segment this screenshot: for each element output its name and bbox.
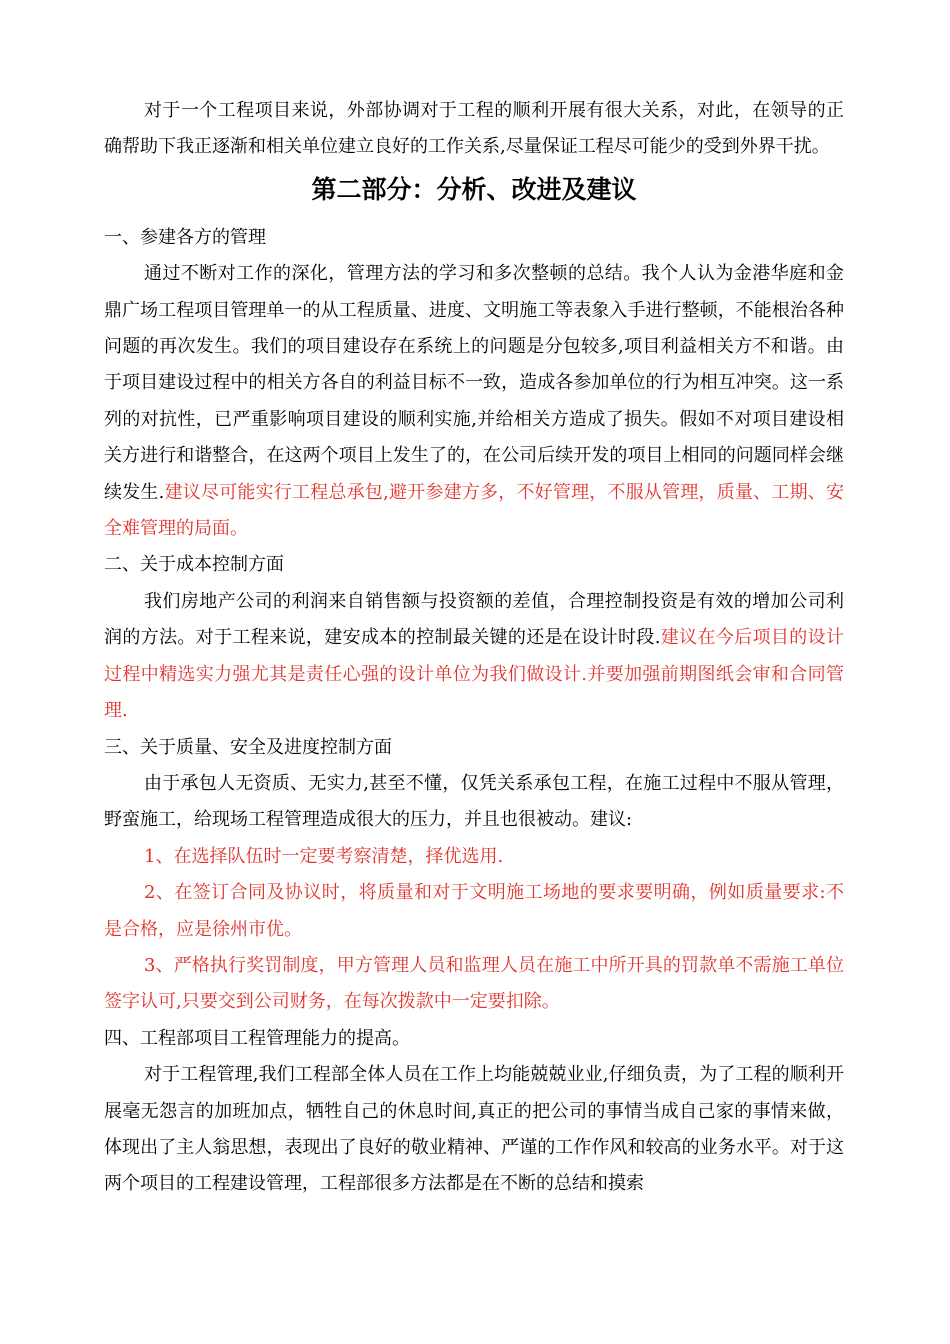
section-2-body: 我们房地产公司的利润来自销售额与投资额的差值，合理控制投资是有效的增加公司利润的方法。对于工程来说，建安成本的控制最关键的还是在设计时段. [104,590,844,649]
section-3-body: 由于承包人无资质、无实力,甚至不懂，仅凭关系承包工程，在施工过程中不服从管理，野蛮施工，给现场工程管理造成很大的压力，并且也很被动。建议: [104,772,844,831]
document-content [104,93,844,1203]
section-1-heading: 一、参建各方的管理 [104,226,266,248]
section-2-recommendation: 建议在今后项目的设计过程中精选实力强尤其是责任心强的设计单位为我们做设计.并要加强前期图纸会审和合同管理. [104,627,845,722]
part2-title: 第二部分：分析、改进及建议 [311,174,637,204]
section-3-item-1: 1、在选择队伍时一定要考察清楚，择优选用. [144,845,504,867]
section-4-heading: 四、工程部项目工程管理能力的提高。 [104,1027,410,1049]
section-2-heading: 二、关于成本控制方面 [104,554,284,576]
section-1-body: 通过不断对工作的深化，管理方法的学习和多次整顿的总结。我个人认为金港华庭和金鼎广场工程项目管理单一的从工程质量、进度、文明施工等表象入手进行整顿，不能根治各种问题的再次发生。我们的项目建设存在系统上的问题是分包较多,项目利益相关方不和谐。由于项目建设过程中的相关方各自的利益目标不一致，造成各参加单位的行为相互冲突。这一系列的对抗性，已严重影响项目建设的顺利实施,并给相关方造成了损失。假如不对项目建设相关方进行和谐整合，在这两个项目上发生了的，在公司后续开发的项目上相同的问题同样会继续发生. [104,263,844,503]
intro-paragraph: 对于一个工程项目来说，外部协调对于工程的顺利开展有很大关系，对此，在领导的正确帮助下我正逐渐和相关单位建立良好的工作关系,尽量保证工程尽可能少的受到外界干扰。 [104,100,844,158]
section-4-body: 对于工程管理,我们工程部全体人员在工作上均能兢兢业业,仔细负责，为了工程的顺利开展毫无怨言的加班加点，牺牲自己的休息时间,真正的把公司的事情当成自己家的事情来做，体现出了主人翁思想，表现出了良好的敬业精神、严谨的工作作风和较高的业务水平。对于这两个项目的工程建设管理，工程部很多方法都是在不断的总结和摸索 [104,1064,844,1195]
section-1-recommendation: 建议尽可能实行工程总承包,避开参建方多，不好管理，不服从管理，质量、工期、安全难管理的局面。 [104,481,844,540]
section-3-item-2: 2、在签订合同及协议时，将质量和对于文明施工场地的要求要明确，例如质量要求:不是合格，应是徐州市优。 [104,882,844,940]
section-3-item-3: 3、严格执行奖罚制度，甲方管理人员和监理人员在施工中所开具的罚款单不需施工单位签字认可,只要交到公司财务，在每次拨款中一定要扣除。 [104,954,844,1013]
section-1-paragraph [104,256,844,547]
section-3-heading: 三、关于质量、安全及进度控制方面 [104,736,392,758]
section-2-paragraph [104,584,844,730]
